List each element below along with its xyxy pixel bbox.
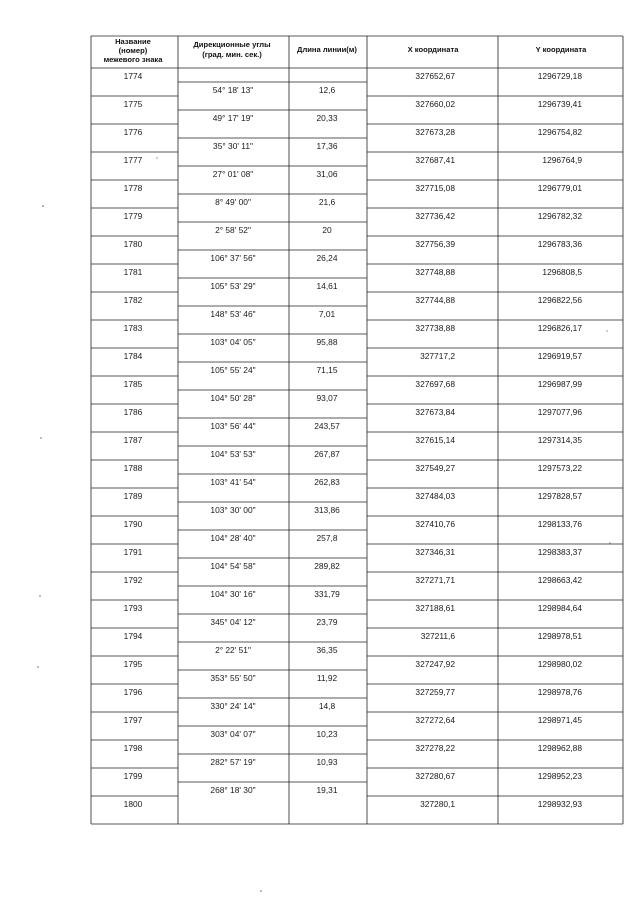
header-y-coordinate: Y координата bbox=[535, 45, 587, 54]
y-coordinate-cell: 1298978,76 bbox=[537, 687, 582, 697]
x-coordinate-cell: 327615,14 bbox=[415, 435, 455, 445]
direction-angle-cell: 282° 57' 19" bbox=[210, 757, 256, 767]
direction-angle-cell: 103° 04' 05" bbox=[210, 337, 256, 347]
direction-angle-cell: 303° 04' 07" bbox=[210, 729, 256, 739]
x-coordinate-cell: 327484,03 bbox=[415, 491, 455, 501]
x-coordinate-cell: 327247,92 bbox=[415, 659, 455, 669]
point-name-cell: 1787 bbox=[123, 435, 143, 445]
point-name-cell: 1800 bbox=[123, 799, 143, 809]
y-coordinate-cell: 1296822,56 bbox=[537, 295, 582, 305]
header-angle-line-1: Дирекционные углы bbox=[193, 40, 271, 49]
y-coordinate-cell: 1296739,41 bbox=[537, 99, 582, 109]
point-name-cell: 1779 bbox=[123, 211, 143, 221]
point-name-cell: 1784 bbox=[123, 351, 143, 361]
y-coordinate-cell: 1296919,57 bbox=[537, 351, 582, 361]
x-coordinate-cell: 327259,77 bbox=[415, 687, 455, 697]
point-name-cell: 1778 bbox=[123, 183, 143, 193]
line-length-cell: 19,31 bbox=[316, 785, 338, 795]
point-name-cell: 1799 bbox=[123, 771, 143, 781]
direction-angle-cell: 103° 41' 54" bbox=[210, 477, 256, 487]
direction-angle-cell: 2° 22' 51" bbox=[215, 645, 251, 655]
point-name-cell: 1795 bbox=[123, 659, 143, 669]
line-length-cell: 331,79 bbox=[314, 589, 340, 599]
y-coordinate-cell: 1298383,37 bbox=[537, 547, 582, 557]
point-name-cell: 1782 bbox=[123, 295, 143, 305]
x-coordinate-cell: 327673,28 bbox=[415, 127, 455, 137]
x-coordinate-cell: 327410,76 bbox=[415, 519, 455, 529]
scan-speck bbox=[609, 542, 610, 543]
y-coordinate-cell: 1298980,02 bbox=[537, 659, 582, 669]
point-name-cell: 1797 bbox=[123, 715, 143, 725]
point-name-cell: 1791 bbox=[123, 547, 143, 557]
x-coordinate-cell: 327278,22 bbox=[415, 743, 455, 753]
line-length-cell: 262,83 bbox=[314, 477, 340, 487]
x-coordinate-cell: 327697,68 bbox=[415, 379, 455, 389]
x-coordinate-cell: 327736,42 bbox=[415, 211, 455, 221]
point-name-cell: 1792 bbox=[123, 575, 143, 585]
point-name-cell: 1780 bbox=[123, 239, 143, 249]
y-coordinate-cell: 1297828,57 bbox=[537, 491, 582, 501]
line-length-cell: 243,57 bbox=[314, 421, 340, 431]
x-coordinate-cell: 327346,31 bbox=[415, 547, 455, 557]
y-coordinate-cell: 1298962,88 bbox=[537, 743, 582, 753]
header-name-line-3: межевого знака bbox=[103, 55, 163, 64]
scan-speck bbox=[260, 890, 261, 891]
direction-angle-cell: 148° 53' 46" bbox=[210, 309, 256, 319]
direction-angle-cell: 104° 50' 28" bbox=[210, 393, 256, 403]
y-coordinate-cell: 1298663,42 bbox=[537, 575, 582, 585]
point-name-cell: 1796 bbox=[123, 687, 143, 697]
direction-angle-cell: 106° 37' 56" bbox=[210, 253, 256, 263]
x-coordinate-cell: 327756,39 bbox=[415, 239, 455, 249]
direction-angle-cell: 27° 01' 08" bbox=[212, 169, 254, 179]
direction-angle-cell: 103° 56' 44" bbox=[210, 421, 256, 431]
scan-speck bbox=[40, 437, 41, 438]
header-x-coordinate: X координата bbox=[407, 45, 459, 54]
header-angle-line-2: (град. мин. сек.) bbox=[202, 50, 262, 59]
scan-speck bbox=[39, 595, 40, 596]
point-name-cell: 1776 bbox=[123, 127, 143, 137]
line-length-cell: 10,93 bbox=[316, 757, 338, 767]
line-length-cell: 7,01 bbox=[318, 309, 336, 319]
line-length-cell: 20 bbox=[322, 225, 332, 235]
line-length-cell: 257,8 bbox=[316, 533, 338, 543]
x-coordinate-cell: 327211,6 bbox=[420, 631, 455, 641]
y-coordinate-cell: 1297314,35 bbox=[537, 435, 582, 445]
point-name-cell: 1785 bbox=[123, 379, 143, 389]
y-coordinate-cell: 1296987,99 bbox=[537, 379, 582, 389]
y-coordinate-cell: 1298952,23 bbox=[537, 771, 582, 781]
line-length-cell: 36,35 bbox=[316, 645, 338, 655]
x-coordinate-cell: 327687,41 bbox=[415, 155, 455, 165]
point-name-cell: 1793 bbox=[123, 603, 143, 613]
direction-angle-cell: 104° 54' 58" bbox=[210, 561, 256, 571]
line-length-cell: 17,36 bbox=[316, 141, 338, 151]
direction-angle-cell: 345° 04' 12" bbox=[210, 617, 256, 627]
direction-angle-cell: 268° 18' 30" bbox=[210, 785, 256, 795]
line-length-cell: 95,88 bbox=[316, 337, 338, 347]
y-coordinate-cell: 1296779,01 bbox=[537, 183, 582, 193]
scan-speck bbox=[37, 666, 38, 667]
line-length-cell: 11,92 bbox=[316, 673, 338, 683]
direction-angle-cell: 35° 30' 11" bbox=[213, 141, 253, 151]
direction-angle-cell: 104° 28' 40" bbox=[210, 533, 256, 543]
line-length-cell: 267,87 bbox=[314, 449, 340, 459]
direction-angle-cell: 8° 49' 00" bbox=[215, 197, 251, 207]
point-name-cell: 1775 bbox=[123, 99, 143, 109]
line-length-cell: 12,6 bbox=[318, 85, 336, 95]
scan-speck bbox=[606, 330, 607, 331]
line-length-cell: 23,79 bbox=[316, 617, 338, 627]
y-coordinate-cell: 1296729,18 bbox=[537, 71, 582, 81]
header-name-line-2: (номер) bbox=[118, 46, 148, 55]
x-coordinate-cell: 327549,27 bbox=[415, 463, 455, 473]
x-coordinate-cell: 327673,84 bbox=[415, 407, 455, 417]
y-coordinate-cell: 1298133,76 bbox=[537, 519, 582, 529]
point-name-cell: 1789 bbox=[123, 491, 143, 501]
direction-angle-cell: 105° 55' 24" bbox=[210, 365, 256, 375]
line-length-cell: 14,8 bbox=[318, 701, 336, 711]
x-coordinate-cell: 327744,88 bbox=[415, 295, 455, 305]
line-length-cell: 71,15 bbox=[316, 365, 338, 375]
direction-angle-cell: 54° 18' 13" bbox=[212, 85, 254, 95]
y-coordinate-cell: 1298932,93 bbox=[537, 799, 582, 809]
y-coordinate-cell: 1296826,17 bbox=[537, 323, 582, 333]
point-name-cell: 1783 bbox=[123, 323, 143, 333]
y-coordinate-cell: 1296782,32 bbox=[537, 211, 582, 221]
y-coordinate-cell: 1298978,51 bbox=[537, 631, 582, 641]
point-name-cell: 1777 bbox=[123, 155, 143, 165]
direction-angle-cell: 353° 55' 50" bbox=[210, 673, 256, 683]
x-coordinate-cell: 327271,71 bbox=[415, 575, 455, 585]
point-name-cell: 1790 bbox=[123, 519, 143, 529]
point-name-cell: 1781 bbox=[123, 267, 143, 277]
x-coordinate-cell: 327748,88 bbox=[415, 267, 455, 277]
line-length-cell: 14,61 bbox=[316, 281, 338, 291]
point-name-cell: 1798 bbox=[123, 743, 143, 753]
y-coordinate-cell: 1297573,22 bbox=[537, 463, 582, 473]
x-coordinate-cell: 327652,67 bbox=[415, 71, 455, 81]
point-name-cell: 1786 bbox=[123, 407, 143, 417]
direction-angle-cell: 103° 30' 00" bbox=[210, 505, 256, 515]
direction-angle-cell: 49° 17' 19" bbox=[212, 113, 254, 123]
x-coordinate-cell: 327660,02 bbox=[415, 99, 455, 109]
line-length-cell: 31,06 bbox=[316, 169, 338, 179]
y-coordinate-cell: 1298984,64 bbox=[537, 603, 582, 613]
line-length-cell: 20,33 bbox=[316, 113, 338, 123]
scan-speck bbox=[42, 205, 44, 207]
direction-angle-cell: 330° 24' 14" bbox=[210, 701, 256, 711]
line-length-cell: 21,6 bbox=[318, 197, 336, 207]
y-coordinate-cell: 1296754,82 bbox=[537, 127, 582, 137]
line-length-cell: 26,24 bbox=[316, 253, 338, 263]
header-length: Длина линии(м) bbox=[297, 45, 357, 54]
x-coordinate-cell: 327188,61 bbox=[415, 603, 455, 613]
x-coordinate-cell: 327738,88 bbox=[415, 323, 455, 333]
y-coordinate-cell: 1298971,45 bbox=[537, 715, 582, 725]
line-length-cell: 313,86 bbox=[314, 505, 340, 515]
header-name-line-1: Название bbox=[115, 37, 151, 46]
y-coordinate-cell: 1297077,96 bbox=[537, 407, 582, 417]
line-length-cell: 289,82 bbox=[314, 561, 340, 571]
point-name-cell: 1788 bbox=[123, 463, 143, 473]
y-coordinate-cell: 1296764,9 bbox=[542, 155, 582, 165]
direction-angle-cell: 104° 53' 53" bbox=[210, 449, 256, 459]
x-coordinate-cell: 327280,1 bbox=[420, 799, 455, 809]
point-name-cell: 1774 bbox=[123, 71, 143, 81]
y-coordinate-cell: 1296808,5 bbox=[542, 267, 582, 277]
point-name-cell: 1794 bbox=[123, 631, 143, 641]
x-coordinate-cell: 327272,64 bbox=[415, 715, 455, 725]
direction-angle-cell: 2° 58' 52" bbox=[215, 225, 251, 235]
line-length-cell: 93,07 bbox=[316, 393, 338, 403]
x-coordinate-cell: 327717,2 bbox=[420, 351, 455, 361]
scan-speck bbox=[156, 157, 157, 158]
x-coordinate-cell: 327715,08 bbox=[415, 183, 455, 193]
line-length-cell: 10,23 bbox=[316, 729, 338, 739]
x-coordinate-cell: 327280,67 bbox=[415, 771, 455, 781]
y-coordinate-cell: 1296783,36 bbox=[537, 239, 582, 249]
direction-angle-cell: 105° 53' 29" bbox=[210, 281, 256, 291]
direction-angle-cell: 104° 30' 16" bbox=[210, 589, 256, 599]
